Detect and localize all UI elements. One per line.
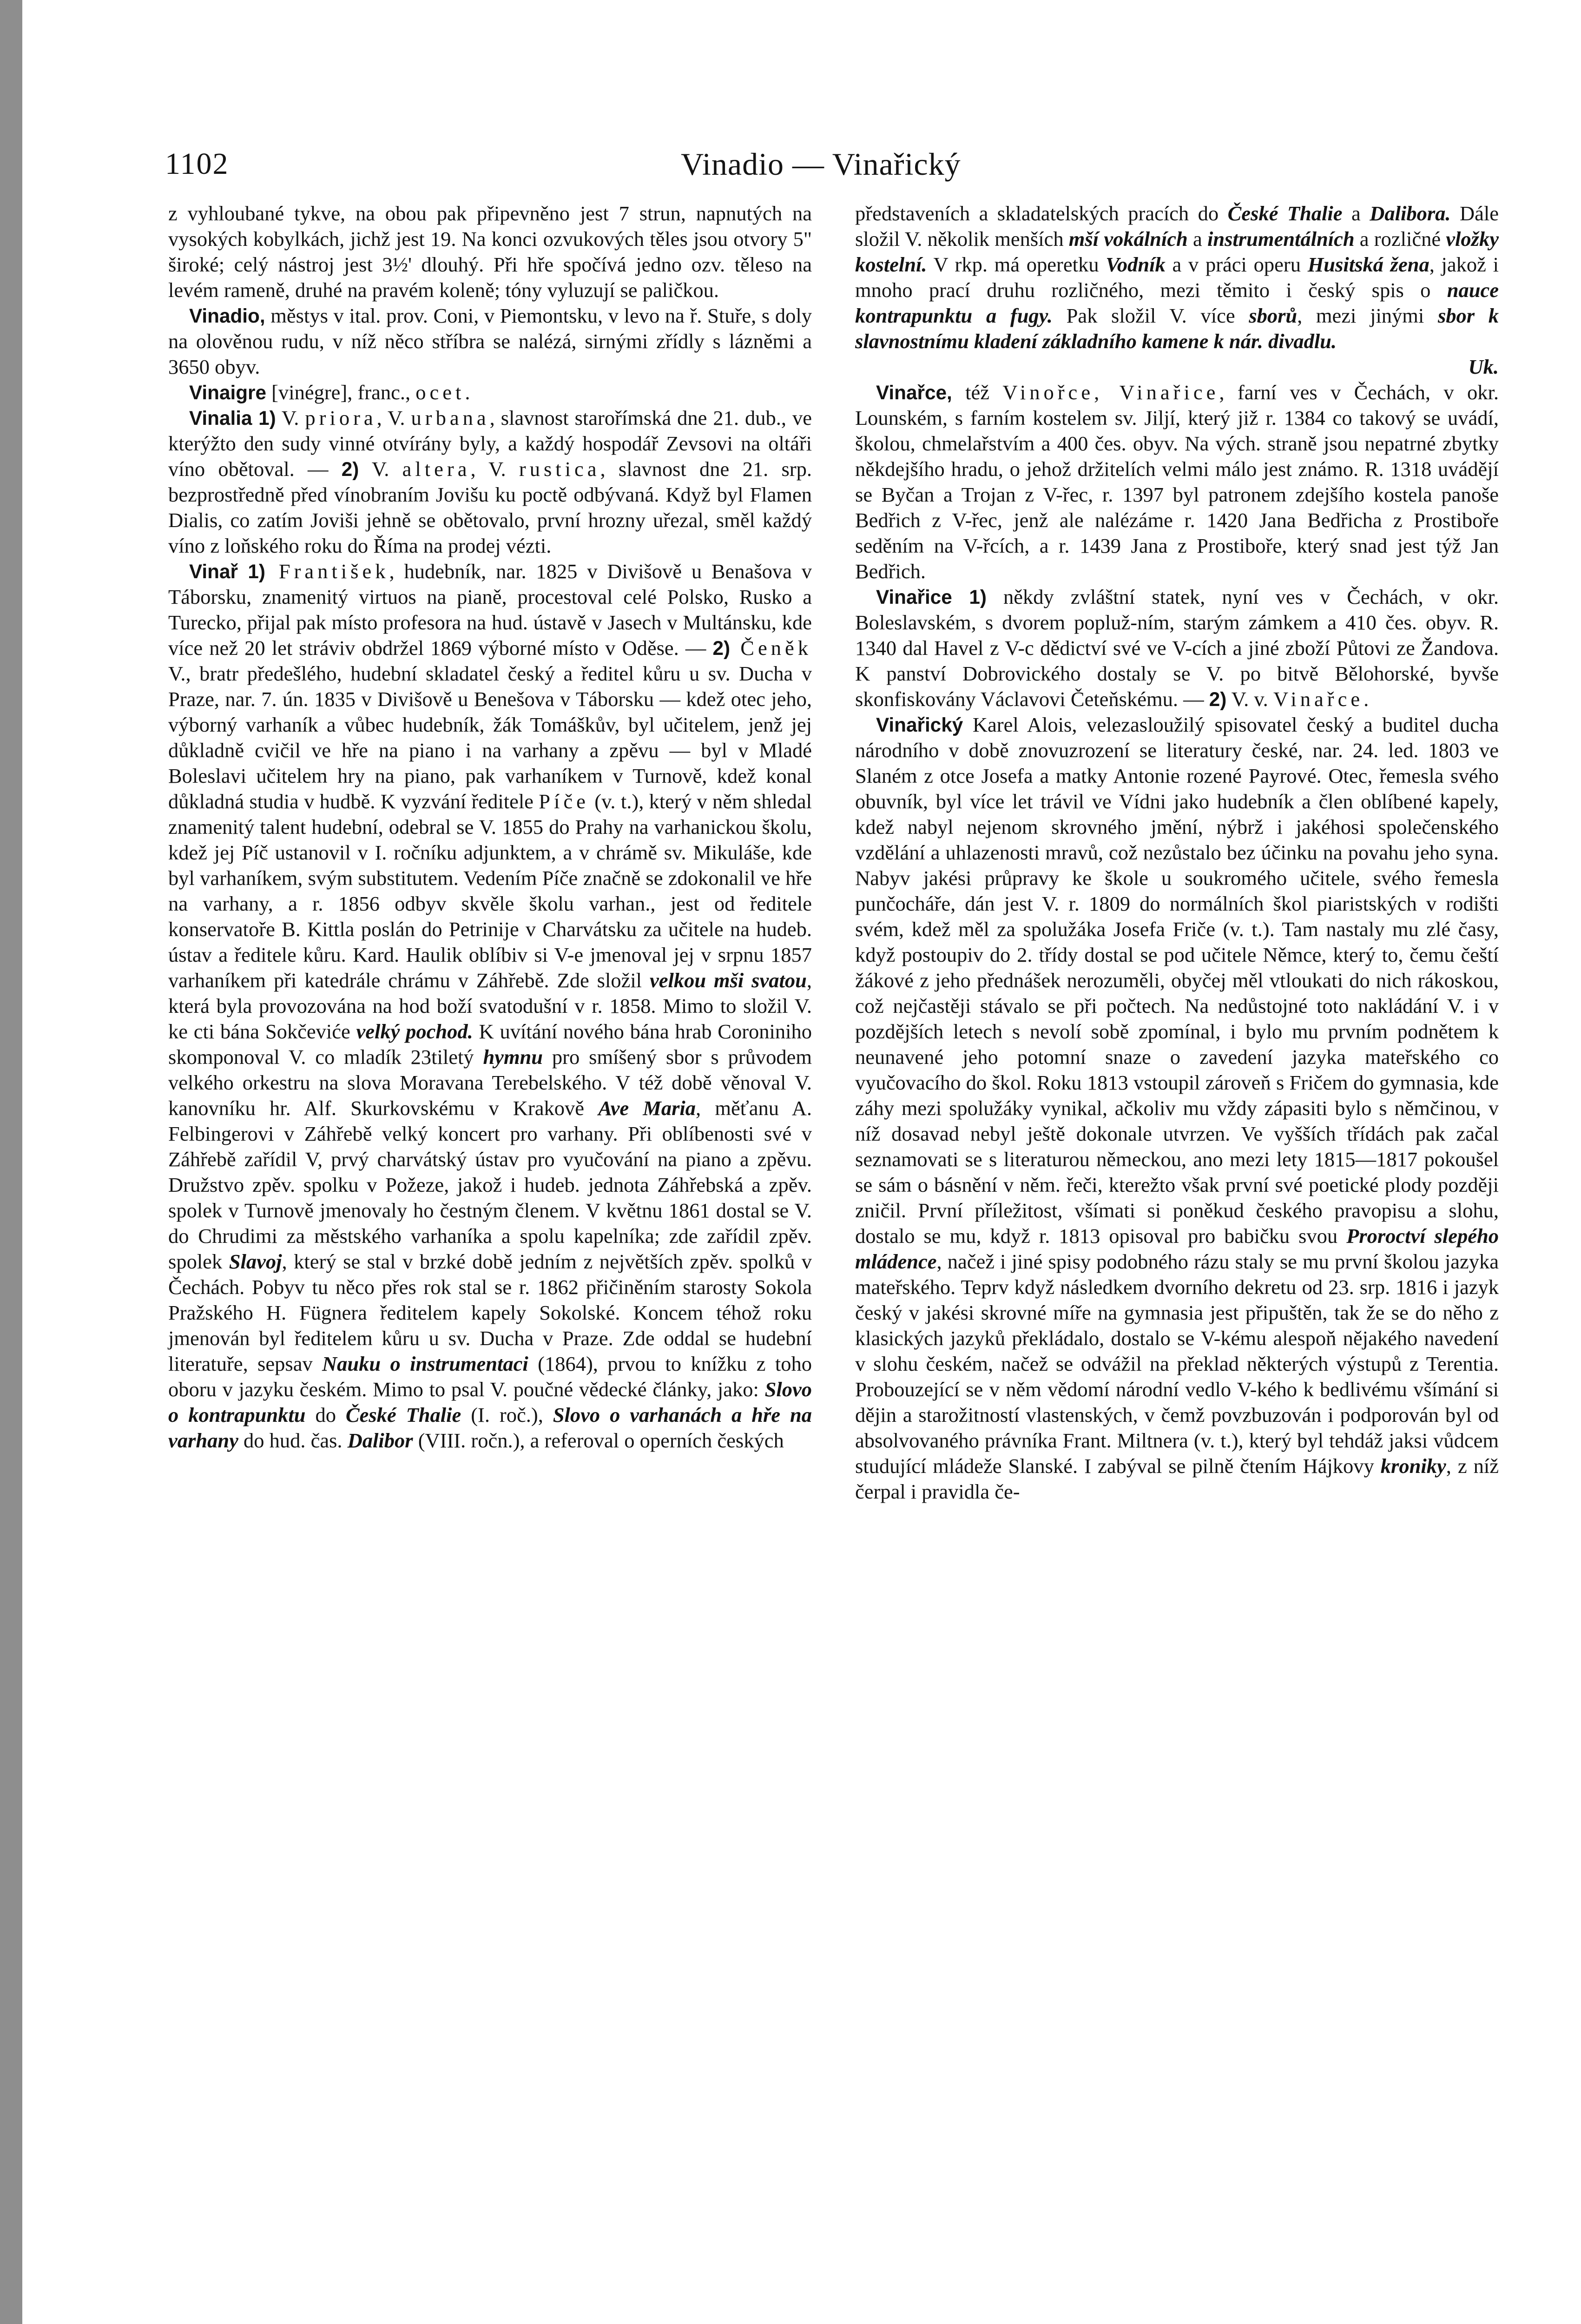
entry-continuation: představeních a skladatelských pracích do České Thalie a Dalibora. Dále složil V. několik menších mší vokálních a instrumentálních a rozličné vložky kostelní. V rkp. má operetku Vodník a v práci operu Husitská žena, jakož i mnoho prací druhu rozličného, mezi těmito i český spis o nauce kontrapunktu a fugy. Pak složil V. více sborů, mezi jinými sbor k slavnostnímu kladení základního kamene k nár. divadlu.: [855, 202, 1499, 353]
entry-vinaricky: Vinařický Karel Alois, velezasloužilý spisovatel český a buditel ducha národního v době znovuzrození se literatury české, nar. 24. led. 1803 ve Slaném z otce Josefa a matky Antonie rozené Payrové. Otec, řemesla svého obuvník, byl více let trávil ve Vídni jako hudebník a člen oblíbené kapely, kdež nabyl nejenom skrovného jmění, nýbrž i jakéhosi společenského vzdělání a uhlazenosti mravů, což nezůstalo bez účinku na povahu jeho syna. Nabyv jakési průpravy ke škole u soukromého učitele, svého řemesla punčocháře, dán jest V. r. 1809 do normálních škol piaristských v rodišti svém, kdež měl za spolužáka Josefa Friče (v. t.). Tam nastaly mu zlé časy, když postoupiv do 2. třídy dostal se pod učitele Němce, který to, čemu čeští žákové z jeho přednášek nerozuměli, obyčej měl vtloukati do nich rákoskou, což nejčastěji stávalo se při počtech. Na nedůstojné toto nakládání V. i v pozdějších letech s nevolí sobě zpomínal, i bylo mu prvním podnětem k neunavené jeho potomní snaze o zavedení jazyka mateřského co vyučovacího do škol. Roku 1813 vstoupil zároveň s Fričem do gymnasia, kde záhy mezi spolužáky vynikal, ačkoliv mu vždy zápasiti bylo s němčinou, v níž dosavad nebyl ještě dokonale utvrzen. Ve vyšších třídách pak začal seznamovati se s literaturou německou, ano mezi lety 1815—1817 pokoušel se sám o básnění v něm. řeči, kterežto však první své poetické plody později zničil. První příležitost, všímati si poněkud českého pravopisu a slohu, dostalo se mu, když r. 1813 opisoval pro babičku svou Proroctví slepého mládence, načež i jiné spisy podobného rázu staly se mu první školou jazyka mateřského. Teprv když následkem dvorního dekretu od 23. srp. 1816 i jazyk český v jakési skrovné míře na gymnasia jest připuštěn, tak že se do něho z klasických jazyků překládalo, dostalo se V-kému alespoň nějakého navedení v slohu českém, načež se odvážil na překlad některých výstupů z Terentia. Probouzející se v něm vědomí národní vedlo V-kého k bedlivému všímání si dějin a starožitností vlastenských, v čemž povzbuzován i podporován byl od absolvovaného právníka Frant. Miltnera (v. t.), který byl tehdáž jaksi vůdcem studující mládeže Slanské. I zabýval se pilně čtením Hájkovy kroniky, z níž čerpal i pravidla če-: [855, 713, 1499, 1503]
entry-vinalia: Vinalia 1) V. priora, V. urbana, slavnost starořímská dne 21. dub., ve kterýžto den sudy vinné otvírány byly, a každý hospodář Zevsovi na oltáři víno obětoval. — 2) V. altera, V. rustica, slavnost dne 21. srp. bezprostředně před vínobraním Jovišu ku poctě odbývaná. Když byl Flamen Dialis, co zatím Joviši jehně se obětovalo, první hrozny uřezal, směl každý víno z loňského roku do Říma na prodej vézti.: [168, 406, 812, 557]
entry-vinadio: Vinadio, městys v ital. prov. Coni, v Piemontsku, v levo na ř. Stuře, s doly na olověnou rudu, v níž něco stříbra se nalézá, sirnými zřídly s lázněmi a 3650 obyv.: [168, 304, 812, 378]
entry-vinarice: Vinařice 1) někdy zvláštní statek, nyní ves v Čechách, v okr. Boleslavském, s dvorem popluž-ním, starým zámkem a 410 čes. obyv. R. 1340 dal Havel z V-c dědictví své ve V-cích a jiné zboží Půtovi ze Žandova. K panství Dobrovického dostaly se V. po bitvě Bělohorské, byvše skonfiskovány Václavovi Četeňskému. — 2) V. v. Vinařce.: [855, 585, 1499, 711]
entry-vinarce: Vinařce, též Vinořce, Vinařice, farní ves v Čechách, v okr. Lounském, s farním kostelem sv. Jiljí, který již r. 1384 co takový se uvádí, školou, chmelařstvím a 400 čes. obyv. Na vých. straně jsou nepatrné zbytky někdejšího hradu, o jehož držitelích velmi málo jest známo. R. 1318 uvádějí se Byčan a Trojan z V-řec, r. 1397 byl patronem zdejšího kostela panoše Bedřich z V-řec, jenž ale nalézáme r. 1420 Jana Bedřicha z Prostiboře seděním na V-řcích, a r. 1439 Jana z Prostiboře, který snad jest týž Jan Bedřich.: [855, 381, 1499, 583]
entry-vinaigre: Vinaigre [vinégre], franc., ocet.: [189, 381, 474, 404]
page-header: [165, 143, 1466, 185]
entry-vinar: Vinař 1) František, hudebník, nar. 1825 v Divišově u Benašova v Táborsku, znamenitý virtuos na pianě, procestoval celé Polsko, Rusko a Turecko, přijal pak místo profesora na hud. ústavě v Jasech v Multánsku, kde více než 20 let stráviv obdržel 1869 výborné místo v Oděse. — 2) Čeněk V., bratr předešlého, hudební skladatel český a ředitel kůru u sv. Ducha v Praze, nar. 7. ún. 1835 v Divišově u Benešova v Táborsku — kdež otec jeho, výborný varhaník a vůbec hudebník, žák Tomáškův, byl učitelem, jenž jej důkladně cvičil ve hře na piano i na varhany a zpěvu — byl v Mladé Boleslavi učitelem hry na piano, pak varhaníkem v Turnově, kdež konal důkladná studia v hudbě. K vyzvání ředitele Píče (v. t.), který v něm shledal znamenitý talent hudební, odebral se V. 1855 do Prahy na varhanickou školu, kdež jej Píč ustanovil v I. ročníku adjunktem, a v chrámě sv. Mikuláše, kde byl varhaníkem, svým substitutem. Vedením Píče značně se zdokonalil ve hře na varhany, a r. 1856 odbyv skvěle školu varhan., jest od ředitele konservatoře B. Kittla poslán do Petrinije v Charvátsku za učitele na hudeb. ústav a ředitele kůru. Kard. Haulik oblíbiv si V-e jmenoval jej v srpnu 1857 varhaníkem při katedrále chrámu v Záhřebě. Zde složil velkou mši svatou, která byla provozována na hod boží svatodušní v r. 1858. Mimo to složil V. ke cti bána Sokčeviće velký pochod. K uvítání nového bána hrab Coroniniho skomponoval V. co mladík 23tiletý hymnu pro smíšený sbor s průvodem velkého orkestru na slova Moravana Terebelského. V též době věnoval V. kanovníku hr. Alf. Skurkovskému v Krakově Ave Maria, měťanu A. Felbingerovi v Záhřebě velký koncert pro varhany. Při oblíbenosti své v Záhřebě zařídil V, prvý charvátský ústav pro vyučování na piano a zpěvu. Družstvo zpěv. spolku v Požeze, jakož i hudeb. jednota Záhřebská a zpěv. spolek v Turnově jmenovaly ho čestným členem. V květnu 1861 dostal se V. do Chrudimi za městského varhaníka a spolu kapelníka; zde zařídil zpěv. spolek Slavoj, který se stal v brzké době jedním z největších zpěv. spolků v Čechách. Pobyv tu něco přes rok stal se r. 1862 přičiněním starosty Sokola Pražského H. Fügnera ředitelem kapely Sokolské. Koncem téhož roku jmenován byl ředitelem kůru u sv. Ducha v Praze. Zde oddal se hudební literatuře, sepsav Nauku o instrumentaci (1864), prvou to knížku z toho oboru v jazyku českém. Mimo to psal V. poučné vědecké články, jako: Slovo o kontrapunktu do České Thalie (I. roč.), Slovo o varhanách a hře na varhany do hud. čas. Dalibor (VIII. ročn.), a referoval o operních českých: [168, 560, 812, 1452]
running-head: Vinadio — Vinařický: [681, 146, 961, 182]
entry-continuation: z vyhloubané tykve, na obou pak připevněno jest 7 strun, napnutých na vysokých kobylkách, jichž jest 19. Na konci ozvukových těles jsou otvory 5" široké; celý nástroj jest 3½' dlouhý. Při hře spočívá jedno ozv. těleso na levém rameně, druhé na pravém koleně; tóny vyluzují se paličkou.: [168, 202, 812, 302]
scan-edge: [0, 0, 22, 2324]
headword: Vinařický: [876, 714, 963, 736]
headword: Vinalia 1): [189, 407, 276, 429]
headword: Vinadio,: [189, 305, 265, 327]
right-column: [855, 201, 1499, 2324]
headword: Vinařice 1): [876, 586, 987, 608]
headword: Vinař 1): [189, 561, 265, 582]
headword: Vinařce,: [876, 382, 952, 403]
author-signature: Uk.: [1468, 355, 1499, 378]
left-column: [168, 201, 812, 2324]
page-number: 1102: [165, 147, 229, 181]
headword: Vinaigre: [189, 382, 267, 403]
